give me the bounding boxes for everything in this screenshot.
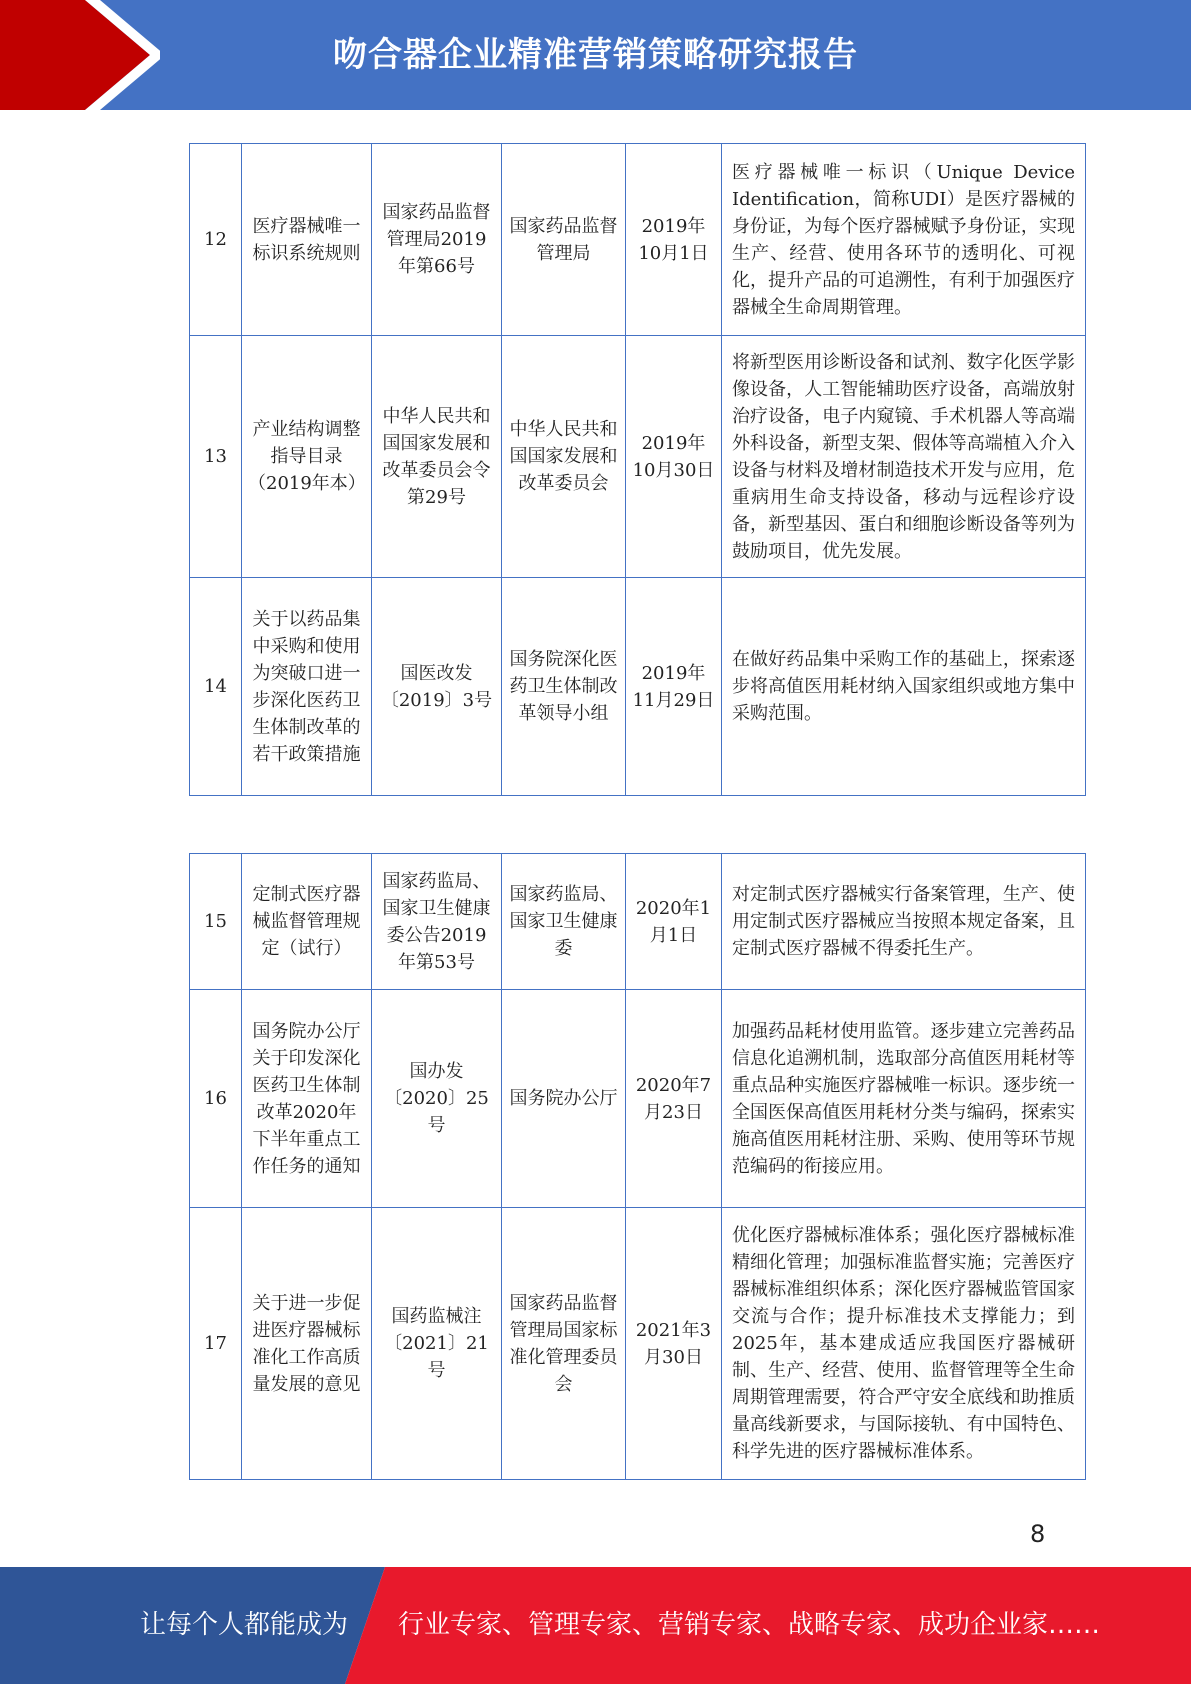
effective-date: 2020年7月23日 [626,990,722,1208]
page-header [0,0,1191,110]
row-number: 15 [190,854,242,990]
page-number: 8 [1030,1520,1046,1548]
row-number: 12 [190,144,242,336]
policy-name: 医疗器械唯一标识系统规则 [242,144,372,336]
table-row [190,336,1086,578]
issuing-authority: 国家药品监督管理局 [502,144,626,336]
table-row [190,854,1086,990]
document-number: 国家药品监督管理局2019年第66号 [372,144,502,336]
table-row [190,1208,1086,1480]
page-footer [0,1567,1191,1684]
policy-content: 在做好药品集中采购工作的基础上，探索逐步将高值医用耗材纳入国家组织或地方集中采购范围。 [722,578,1086,796]
issuing-authority: 国家药监局、国家卫生健康委 [502,854,626,990]
document-number: 国医改发〔2019〕3号 [372,578,502,796]
effective-date: 2019年10月1日 [626,144,722,336]
footer-slogan-left: 让每个人都能成为 [140,1610,349,1640]
effective-date: 2020年1月1日 [626,854,722,990]
issuing-authority: 国家药品监督管理局国家标准化管理委员会 [502,1208,626,1480]
policy-name: 关于进一步促进医疗器械标准化工作高质量发展的意见 [242,1208,372,1480]
effective-date: 2021年3月30日 [626,1208,722,1480]
policy-content: 加强药品耗材使用监管。逐步建立完善药品信息化追溯机制，选取部分高值医用耗材等重点品种实施医疗器械唯一标识。逐步统一全国医保高值医用耗材分类与编码，探索实施高值医用耗材注册、采购、使用等环节规范编码的衔接应用。 [722,990,1086,1208]
document-number: 国药监械注〔2021〕21号 [372,1208,502,1480]
policy-content: 医疗器械唯一标识（Unique Device Identification，简称UDI）是医疗器械的身份证，为每个医疗器械赋予身份证，实现生产、经营、使用各环节的透明化、可视化，提升产品的可追溯性，有利于加强医疗器械全生命周期管理。 [722,144,1086,336]
policy-content: 优化医疗器械标准体系；强化医疗器械标准精细化管理；加强标准监督实施；完善医疗器械标准组织体系；深化医疗器械监管国家交流与合作；提升标准技术支撑能力；到2025年，基本建成适应我国医疗器械研制、生产、经营、使用、监督管理等全生命周期管理需要，符合严守安全底线和助推质量高线新要求，与国际接轨、有中国特色、科学先进的医疗器械标准体系。 [722,1208,1086,1480]
issuing-authority: 国务院深化医药卫生体制改革领导小组 [502,578,626,796]
row-number: 16 [190,990,242,1208]
row-number: 14 [190,578,242,796]
page-title: 吻合器企业精准营销策略研究报告 [333,35,858,75]
policy-table-part-2 [189,853,1086,1480]
footer-slogan-right: 行业专家、管理专家、营销专家、战略专家、成功企业家…… [398,1610,1101,1640]
issuing-authority: 中华人民共和国国家发展和改革委员会 [502,336,626,578]
policy-content: 对定制式医疗器械实行备案管理，生产、使用定制式医疗器械应当按照本规定备案，且定制式医疗器械不得委托生产。 [722,854,1086,990]
table-row [190,144,1086,336]
issuing-authority: 国务院办公厅 [502,990,626,1208]
policy-name: 产业结构调整指导目录（2019年本） [242,336,372,578]
effective-date: 2019年11月29日 [626,578,722,796]
document-number: 国家药监局、国家卫生健康委公告2019年第53号 [372,854,502,990]
document-number: 中华人民共和国国家发展和改革委员会令第29号 [372,336,502,578]
policy-name: 关于以药品集中采购和使用为突破口进一步深化医药卫生体制改革的若干政策措施 [242,578,372,796]
table-row [190,578,1086,796]
policy-name: 定制式医疗器械监督管理规定（试行） [242,854,372,990]
row-number: 13 [190,336,242,578]
policy-table-part-1 [189,143,1086,796]
row-number: 17 [190,1208,242,1480]
table-row [190,990,1086,1208]
policy-content: 将新型医用诊断设备和试剂、数字化医学影像设备，人工智能辅助医疗设备，高端放射治疗设备，电子内窥镜、手术机器人等高端外科设备，新型支架、假体等高端植入介入设备与材料及增材制造技术开发与应用，危重病用生命支持设备，移动与远程诊疗设备，新型基因、蛋白和细胞诊断设备等列为鼓励项目，优先发展。 [722,336,1086,578]
policy-name: 国务院办公厅关于印发深化医药卫生体制改革2020年下半年重点工作任务的通知 [242,990,372,1208]
document-number: 国办发〔2020〕25号 [372,990,502,1208]
effective-date: 2019年10月30日 [626,336,722,578]
